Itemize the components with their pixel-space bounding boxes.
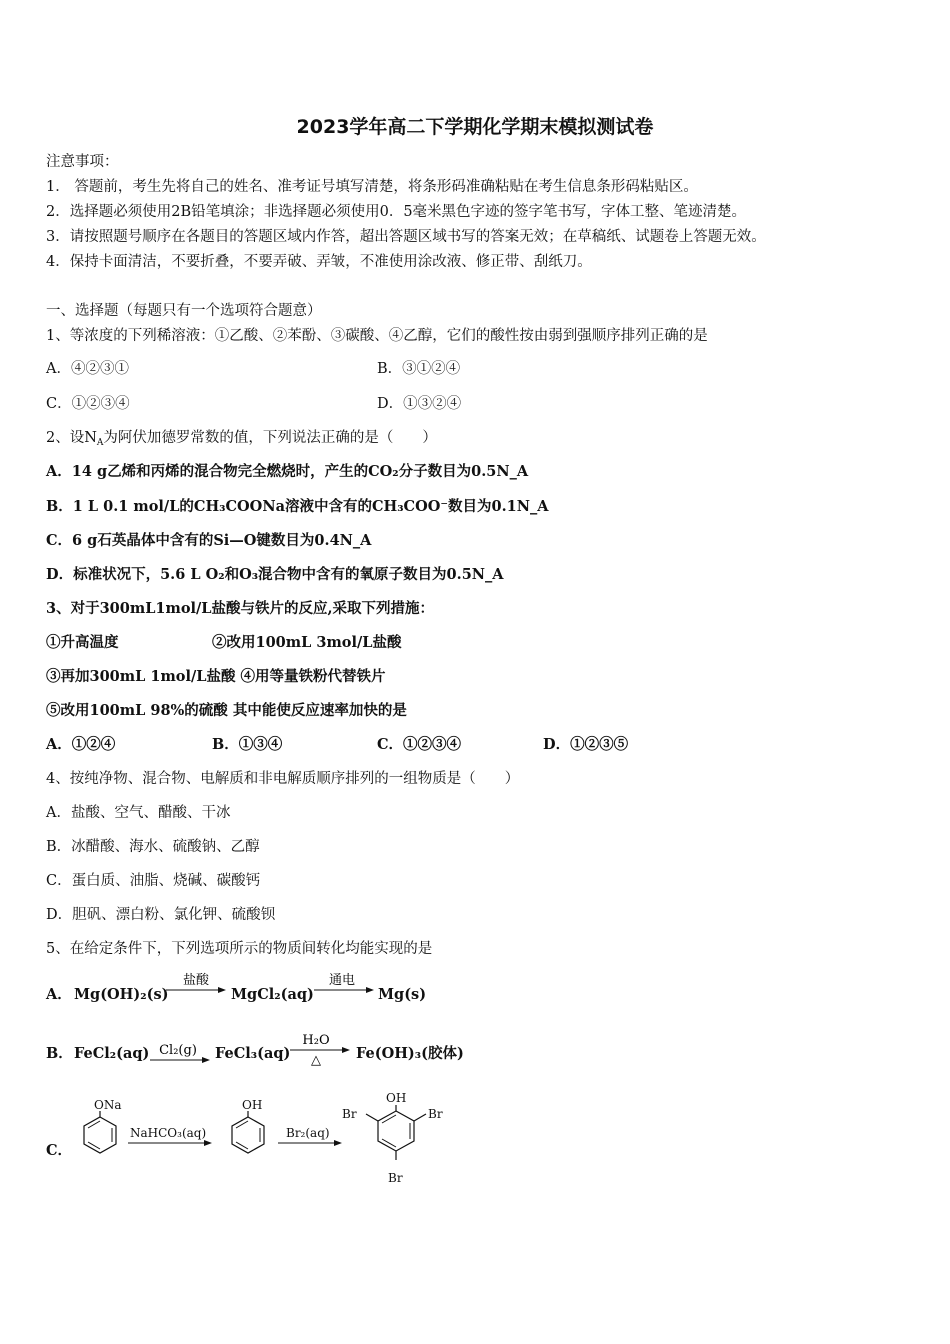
q5-c-product-br-bottom: Br — [388, 1171, 403, 1185]
q3-option-a: A．①②④ — [46, 736, 116, 753]
q3-stem: 3、对于300mL1mol/L盐酸与铁片的反应,采取下列措施： — [46, 600, 435, 617]
q5-a-cond-1: 盐酸 — [182, 973, 210, 988]
q5-b-cond-1: Cl₂(g) — [159, 1043, 197, 1058]
q4-option-d: D．胆矾、漂白粉、氯化钾、硫酸钡 — [46, 907, 276, 923]
page-title: 2023学年高二下学期化学期末模拟测试卷 — [296, 116, 654, 138]
q5-c-product-br-left: Br — [342, 1107, 357, 1121]
q5-b-arrow-2 — [288, 1030, 352, 1068]
q2-option-a: A．14 g乙烯和丙烯的混合物完全燃烧时，产生的CO₂分子数目为0.5N_A — [46, 463, 529, 480]
q1-option-a: A．④②③① — [46, 361, 129, 377]
q5-c-sub1-label: ONa — [94, 1098, 122, 1112]
q4-option-b: B．冰醋酸、海水、硫酸钠、乙醇 — [46, 839, 260, 855]
q3-option-c: C．①②③④ — [377, 736, 462, 753]
q5-option-c-label: C． — [46, 1142, 73, 1159]
q5-a-species-3: Mg(s) — [378, 986, 427, 1003]
q5-c-product-oh: OH — [386, 1092, 407, 1105]
q4-option-a: A．盐酸、空气、醋酸、干冰 — [46, 805, 231, 821]
q3-option-b: B．①③④ — [212, 736, 283, 753]
q5-option-b-label: B． — [46, 1045, 73, 1062]
q2-stem — [46, 428, 437, 453]
q5-c-sub2-label: OH — [242, 1098, 263, 1112]
q4-option-c: C．蛋白质、油脂、烧碱、碳酸钙 — [46, 873, 261, 889]
q5-a-species-1: Mg(OH)₂(s) — [74, 986, 169, 1003]
q5-stem: 5、在给定条件下，下列选项所示的物质间转化均能实现的是 — [46, 941, 433, 957]
notice-item-4: 4．保持卡面清洁，不要折叠，不要弄破、弄皱，不准使用涂改液、修正带、刮纸刀。 — [46, 254, 592, 270]
q1-stem: 1、等浓度的下列稀溶液：①乙酸、②苯酚、③碳酸、④乙醇，它们的酸性按由弱到强顺序排列正确的是 — [46, 328, 708, 344]
q5-b-cond-2b: △ — [311, 1053, 321, 1068]
q5-option-a-label: A． — [46, 986, 72, 1003]
notice-heading: 注意事项： — [46, 154, 119, 170]
q5-b-cond-2: H₂O — [302, 1033, 330, 1048]
q5-a-arrow-1 — [164, 970, 228, 1000]
notice-item-2: 2．选择题必须使用2B铅笔填涂；非选择题必须使用0．5毫米黑色字迹的签字笔书写，字体工整、笔迹清楚。 — [46, 204, 747, 220]
q5-c-benzene-ring-2 — [232, 1117, 264, 1153]
q2-stem-sub: A — [96, 438, 104, 448]
q5-c-reagent-2: Br₂(aq) — [286, 1126, 330, 1140]
q5-a-species-2: MgCl₂(aq) — [231, 986, 314, 1003]
q3-measure-5: ⑤改用100mL 98%的硫酸 其中能使反应速率加快的是 — [46, 702, 407, 719]
q3-measure-3-4: ③再加300mL 1mol/L盐酸 ④用等量铁粉代替铁片 — [46, 668, 386, 685]
q1-option-c: C．①②③④ — [46, 396, 130, 412]
q4-stem: 4、按纯净物、混合物、电解质和非电解质顺序排列的一组物质是（ ） — [46, 771, 520, 787]
q2-option-d: D．标准状况下，5.6 L O₂和O₃混合物中含有的氧原子数目为0.5N_A — [46, 566, 504, 583]
q5-c-product-br-right: Br — [428, 1107, 443, 1121]
q5-b-arrow-1 — [148, 1040, 212, 1070]
q2-stem-a: 2、设N — [46, 430, 97, 446]
q5-c-benzene-ring-3 — [378, 1111, 414, 1151]
q2-stem-b: 为阿伏加德罗常数的值，下列说法正确的是（ ） — [103, 430, 437, 446]
notice-item-3: 3．请按照题号顺序在各题目的答题区域内作答，超出答题区域书写的答案无效；在草稿纸、试题卷上答题无效。 — [46, 229, 766, 245]
q1-option-d: D．①③②④ — [377, 396, 462, 412]
q5-c-reaction-scheme — [70, 1092, 480, 1192]
notice-item-1: 1． 答题前，考生先将自己的姓名、准考证号填写清楚，将条形码准确粘贴在考生信息条形码粘贴区。 — [46, 179, 698, 195]
q5-b-species-1: FeCl₂(aq) — [74, 1045, 150, 1062]
q3-option-d: D．①②③⑤ — [543, 736, 629, 753]
section-heading: 一、选择题（每题只有一个选项符合题意） — [46, 303, 322, 319]
q5-a-cond-2: 通电 — [328, 973, 356, 988]
q5-b-species-2: FeCl₃(aq) — [215, 1045, 291, 1062]
q5-b-species-3: Fe(OH)₃(胶体) — [356, 1045, 464, 1062]
q5-c-benzene-ring-1 — [84, 1117, 116, 1153]
q2-option-c: C．6 g石英晶体中含有的Si—O键数目为0.4N_A — [46, 532, 372, 549]
q5-a-arrow-2 — [312, 970, 376, 1000]
q3-measure-2: ②改用100mL 3mol/L盐酸 — [212, 634, 402, 651]
q1-option-b: B．③①②④ — [377, 361, 461, 377]
q2-option-b: B．1 L 0.1 mol/L的CH₃COONa溶液中含有的CH₃COO⁻数目为0.1N_A — [46, 498, 549, 515]
q5-c-reagent-1: NaHCO₃(aq) — [130, 1126, 207, 1140]
q3-measure-1: ①升高温度 — [46, 634, 119, 651]
